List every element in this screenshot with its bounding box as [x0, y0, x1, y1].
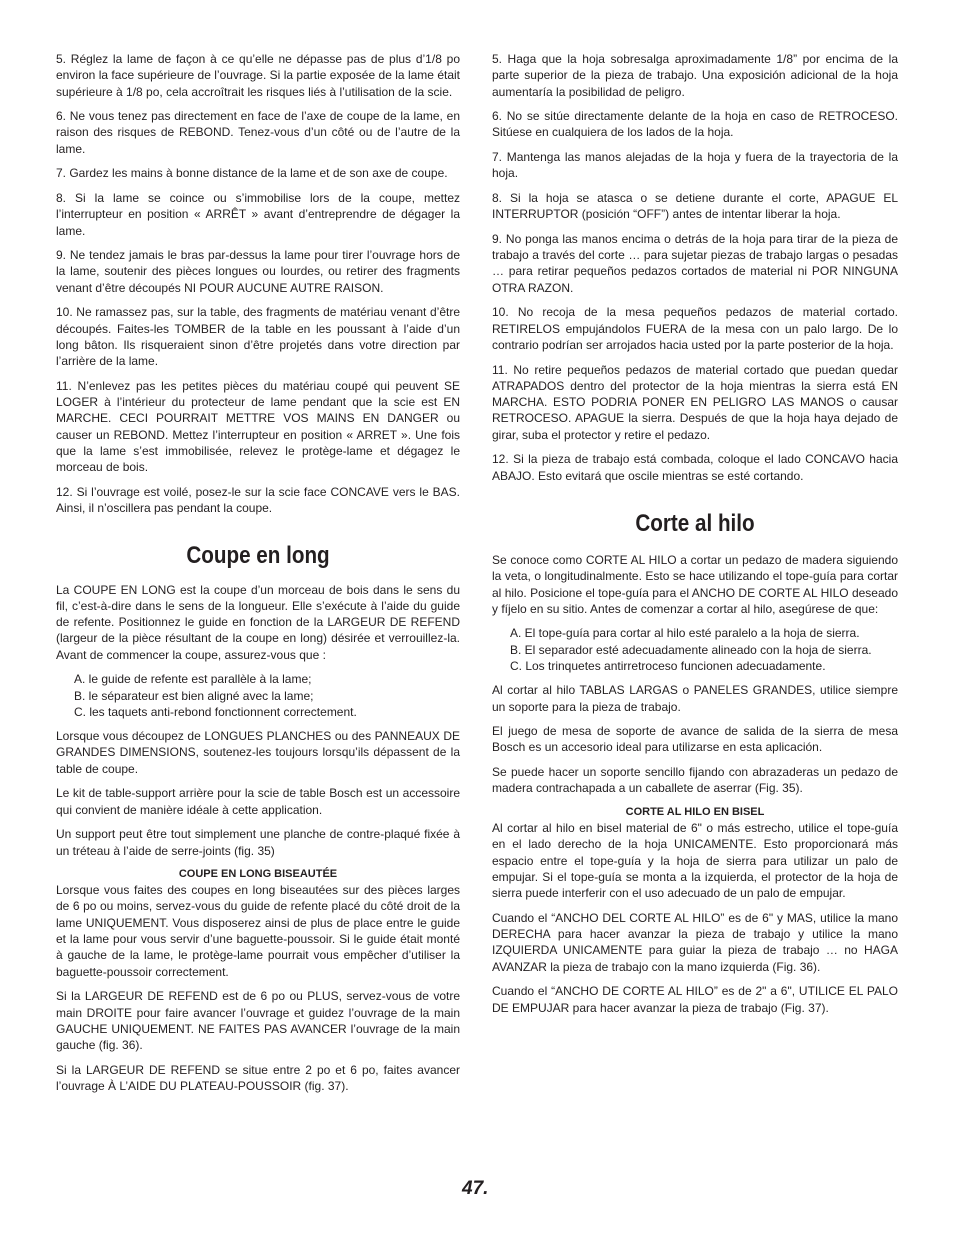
section-heading: Coupe en long	[186, 541, 330, 569]
safety-item: 6. No se sitúe directamente delante de la hoja en caso de RETROCESO. Sitúese en cualquiera de los lados de la hoja.	[492, 109, 898, 140]
body-paragraph: Se puede hacer un soporte sencillo fijando con abrazaderas un pedazo de madera contrachapada a un caballete de aserrar (Fig. 35).	[492, 765, 898, 796]
checklist-item: A. le guide de refente est parallèle à la lame;	[74, 672, 312, 687]
safety-item: 8. Si la lame se coince ou s’immobilise lors de la coupe, mettez l’interrupteur en position « ARRÊT » avant d’entreprendre de dégager la lame.	[56, 190, 460, 238]
body-paragraph: Al cortar al hilo TABLAS LARGAS o PANELES GRANDES, utilice siempre un soporte para la pieza de trabajo.	[492, 683, 898, 714]
safety-item: 5. Haga que la hoja sobresalga aproximadamente 1/8” por encima de la parte superior de la pieza de trabajo. Una exposición adicional de la hoja aumentaría la posibilidad de peligro.	[492, 52, 898, 99]
checklist-item: C. Los trinquetes antirretroceso funcionen adecuadamente.	[510, 658, 826, 673]
body-paragraph: Al cortar al hilo en bisel material de 6" o más estrecho, utilice el tope-guía en el lado derecho de la hoja UNICAMENTE. Esto proporcionará más espacio entre el tope-guía y la hoja de sierra para utilizar un palo de empujar. Si el tope-guía se monta a la izquierda, el protector de la hoja de sierra puede interferir con el uso adecuado de un palo de empujar.	[492, 820, 898, 901]
safety-item: 12. Si l’ouvrage est voilé, posez-le sur la scie face CONCAVE vers le BAS. Ainsi, il n’oscillera pas pendant la coupe.	[56, 484, 460, 516]
body-paragraph: Si la LARGEUR DE REFEND se situe entre 2 po et 6 po, faites avancer l’ouvrage À L’AIDE DU PLATEAU-POUSSOIR (fig. 37).	[56, 1062, 460, 1093]
body-paragraph: Lorsque vous découpez de LONGUES PLANCHES ou des PANNEAUX DE GRANDES DIMENSIONS, soutenez-les toujours lorsqu’ils dépassent de la table de coupe.	[56, 729, 460, 776]
safety-item: 7. Mantenga las manos alejadas de la hoja y fuera de la trayectoria de la hoja.	[492, 150, 898, 181]
section-heading: Corte al hilo	[635, 509, 755, 537]
safety-item: 11. N’enlevez pas les petites pièces du matériau coupé qui peuvent SE LOGER à l’intérieur du protecteur de lame pendant que la scie est EN MARCHE. CECI POURRAIT METTRE VOS MAINS EN DANGER ou causer un REBOND. Mettez l’interrupteur en position « ARRET ». Une fois que la lame s’est immobilisée, relevez le protège-lame et dégagez le morceau de bois.	[56, 378, 460, 475]
checklist-item: B. El separador esté adecuadamente alineado con la hoja de sierra.	[510, 642, 872, 657]
section-intro: La COUPE EN LONG est la coupe d’un morceau de bois dans le sens du fil, c’est-à-dire dans le sens de la longueur. Elle s’exécute à l’aide du guide de refente. Positionnez le guide en fonction de la LARGEUR DE REFEND (largeur de la pièce résultant de la coupe en long) désirée et verrouillez-la. Avant de commencer la coupe, assurez-vous que :	[56, 582, 460, 662]
checklist-item: A. El tope-guía para cortar al hilo esté paralelo a la hoja de sierra.	[510, 626, 860, 641]
left-column-french	[56, 51, 460, 1103]
body-paragraph: Le kit de table-support arrière pour la scie de table Bosch est un accessoire qui convient de manière idéale à cette application.	[56, 786, 460, 817]
checklist	[56, 671, 460, 720]
subsection-heading: CORTE AL HILO EN BISEL	[625, 805, 765, 818]
body-paragraph: Cuando el “ANCHO DE CORTE AL HILO” es de 2" a 6", UTILICE EL PALO DE EMPUJAR para hacer avanzar la pieza de trabajo (Fig. 37).	[492, 984, 898, 1015]
page-number: 47.	[462, 1178, 489, 1199]
checklist-item: C. les taquets anti-rebond fonctionnent correctement.	[74, 704, 357, 719]
safety-item: 5. Réglez la lame de façon à ce qu’elle ne dépasse pas de plus d’1/8 po environ la face supérieure de l’ouvrage. Si la partie exposée de la lame était supérieure à 1/8 po, cela accroîtrait les risques liés à l’utilisation de la scie.	[56, 52, 460, 99]
section-intro: Se conoce como CORTE AL HILO a cortar un pedazo de madera siguiendo la veta, o longitudinalmente. Esto se hace utilizando el tope-guía para cortar al hilo. Posicione el tope-guía para el ANCHO DE CORTE AL HILO deseado y fíjelo en su sitio. Antes de comenzar a cortar al hilo, asegúrese de que:	[492, 552, 898, 616]
right-column-spanish	[492, 51, 898, 1024]
safety-item: 8. Si la hoja se atasca o se detiene durante el corte, APAGUE EL INTERRUPTOR (posición “OFF”) antes de intentar liberar la hoja.	[492, 190, 898, 222]
checklist	[492, 625, 898, 674]
safety-item: 9. Ne tendez jamais le bras par-dessus la lame pour tirer l’ouvrage hors de la lame, soutenir des pièces longues ou lourdes, ou retirer des fragments venant d’être découpés NI POUR AUCUNE AUTRE RAISON.	[56, 248, 460, 295]
safety-item: 7. Gardez les mains à bonne distance de la lame et de son axe de coupe.	[56, 166, 448, 181]
safety-item: 9. No ponga las manos encima o detrás de la hoja para tirar de la pieza de trabajo a través del corte … para sujetar piezas de trabajo largas o pesadas … para retirar pequeños pedazos cortados de material ni POR NINGUNA OTRA RAZON.	[492, 231, 898, 295]
body-paragraph: Si la LARGEUR DE REFEND est de 6 po ou PLUS, servez-vous de votre main DROITE pour faire avancer l’ouvrage et guidez l’ouvrage de la main GAUCHE UNIQUEMENT. NE FAITES PAS AVANCER l’ouvrage de la main gauche (fig. 36).	[56, 989, 460, 1053]
safety-items-es	[492, 51, 898, 484]
safety-item: 10. Ne ramassez pas, sur la table, des fragments de matériau venant d’être découpés. Faites-les TOMBER de la table en les poussant à l’aide d’un long bâton. Ils risqueraient sinon d’être projetés dans votre direction par l’arrière de la lame.	[56, 305, 460, 369]
safety-item: 11. No retire pequeños pedazos de material cortado que puedan quedar ATRAPADOS dentro del protector de la hoja mientras la sierra está EN MARCHA. ESTO PODRIA PONER EN PELIGRO LAS MANOS o causar RETROCESO. APAGUE la sierra. Después de que la hoja haya dejado de girar, suba el protector y retire el pedazo.	[492, 362, 898, 442]
safety-item: 10. No recoja de la mesa pequeños pedazos de material cortado. RETIRELOS empujándolos FUERA de la mesa con un palo largo. De lo contrario podrían ser arrojados hacia usted por la parte posterior de la hoja.	[492, 305, 898, 352]
safety-items-fr	[56, 51, 460, 517]
safety-item: 6. Ne vous tenez pas directement en face de l’axe de coupe de la lame, en raison des risques de REBOND. Tenez-vous d’un côté ou de l’autre de la lame.	[56, 109, 460, 156]
body-paragraph: Un support peut être tout simplement une planche de contre-plaqué fixée à un tréteau à l’aide de serre-joints (fig. 35)	[56, 827, 460, 858]
body-paragraph: Lorsque vous faites des coupes en long biseautées sur des pièces larges de 6 po ou moins, servez-vous du guide de refente placé du côté droit de la lame UNIQUEMENT. Vous disposerez ainsi de plus de place entre le guide et la lame pour vous servir d’une baguette-poussoir. Si le guide était monté à gauche de la lame, le protège-lame pourrait vous empêcher d’utiliser la baguette-poussoir correctement.	[56, 883, 460, 979]
safety-item: 12. Si la pieza de trabajo está combada, coloque el lado CONCAVO hacia ABAJO. Esto evitará que oscile mientras se esté cortando.	[492, 452, 898, 483]
body-paragraph: Cuando el “ANCHO DEL CORTE AL HILO” es de 6" y MAS, utilice la mano DERECHA para hacer avanzar la pieza de trabajo y utilice la mano IZQUIERDA UNICAMENTE para guiar la pieza de trabajo … no HAGA AVANZAR la pieza de trabajo con la mano izquierda (Fig. 36).	[492, 910, 898, 974]
subsection-heading: COUPE EN LONG BISEAUTÉE	[178, 868, 338, 881]
body-paragraph: El juego de mesa de soporte de avance de salida de la sierra de mesa Bosch es un accesorio ideal para utilizarse en esta aplicación.	[492, 724, 898, 755]
checklist-item: B. le séparateur est bien aligné avec la lame;	[74, 688, 314, 703]
